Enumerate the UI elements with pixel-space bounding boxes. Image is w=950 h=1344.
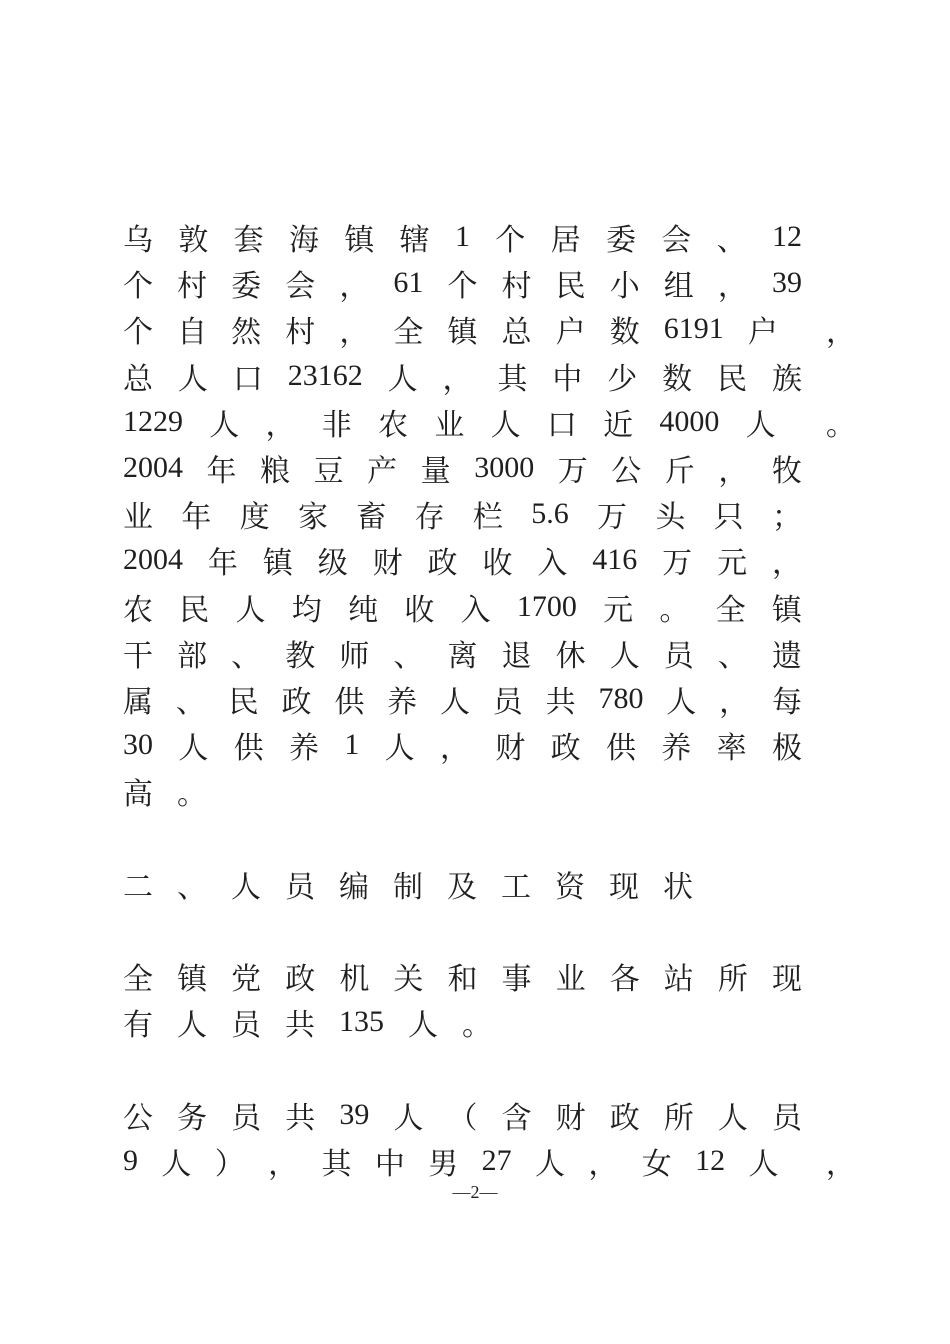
text-line	[123, 353, 802, 399]
token: 镇	[344, 224, 375, 258]
token: 个	[123, 316, 153, 350]
token: 全	[123, 963, 153, 997]
token: 级	[317, 547, 348, 581]
token: 农	[123, 593, 153, 627]
token: 39	[339, 1097, 370, 1131]
token: 口	[546, 408, 577, 442]
token: 海	[288, 224, 319, 258]
token: 人	[717, 1101, 748, 1135]
token: ，	[339, 316, 370, 350]
token: 6191	[663, 312, 724, 346]
token: 及	[447, 870, 477, 904]
token: 每	[771, 685, 802, 719]
token: 收	[482, 547, 513, 581]
token: 人	[235, 593, 266, 627]
token: 制	[393, 870, 423, 904]
token: ，	[718, 455, 749, 489]
token: 属	[123, 685, 153, 719]
token: 镇	[177, 963, 208, 997]
token: 镇	[447, 316, 478, 350]
token: 家	[297, 501, 328, 535]
token: 近	[603, 408, 634, 442]
token: 年	[207, 547, 238, 581]
text-line	[123, 722, 802, 768]
token: 遗	[771, 639, 802, 673]
token: ，	[771, 547, 802, 581]
token: 女	[641, 1147, 672, 1181]
token: 部	[177, 639, 208, 673]
token: 780	[598, 681, 644, 715]
token: 只	[713, 501, 744, 535]
token: 共	[285, 1101, 316, 1135]
token: 入	[537, 547, 568, 581]
text-line	[123, 999, 802, 1045]
token: 村	[177, 270, 208, 304]
document-body	[123, 214, 856, 1184]
token: 1	[344, 728, 360, 762]
heading	[123, 861, 802, 907]
token: 各	[609, 963, 640, 997]
token: 、	[717, 639, 748, 673]
token: 人	[177, 1009, 207, 1043]
text-line	[123, 861, 802, 907]
token: （	[447, 1101, 478, 1135]
token: 二	[123, 870, 153, 904]
token: 率	[716, 732, 747, 766]
token: 存	[414, 501, 445, 535]
token: 5.6	[531, 497, 569, 531]
token: 公	[611, 455, 642, 489]
token: 1700	[516, 589, 577, 623]
token: 个	[495, 224, 526, 258]
token: 男	[428, 1147, 459, 1181]
token: 养	[387, 685, 418, 719]
token: 高	[123, 778, 153, 812]
token: 养	[661, 732, 692, 766]
token: ，	[439, 732, 470, 766]
token: 委	[605, 224, 636, 258]
token: 万	[662, 547, 693, 581]
token: 人	[178, 732, 209, 766]
page-number: —2—	[452, 1182, 498, 1202]
token: 均	[291, 593, 322, 627]
token: 员	[231, 1101, 262, 1135]
token: 61	[393, 266, 424, 300]
token: 数	[609, 316, 640, 350]
token: 度	[239, 501, 270, 535]
token: 农	[378, 408, 409, 442]
token: 总	[123, 362, 153, 396]
token: 人	[384, 732, 415, 766]
text-line: 个 自 然 村 ， 全 镇 总 户 数 6191 户 ，	[123, 306, 802, 352]
token: 人	[408, 1009, 438, 1043]
text-line	[123, 214, 802, 260]
token: 少	[607, 362, 638, 396]
token: 民	[555, 270, 586, 304]
token: 9	[123, 1143, 138, 1177]
token: 供	[334, 685, 365, 719]
token: 畜	[356, 501, 387, 535]
token: 资	[555, 870, 585, 904]
token: 人	[745, 408, 776, 442]
token: 机	[339, 963, 370, 997]
token: 收	[404, 593, 435, 627]
token: 辖	[399, 224, 430, 258]
token: 其	[321, 1147, 352, 1181]
token: 委	[231, 270, 262, 304]
token: 业	[434, 408, 465, 442]
paragraph	[123, 1092, 856, 1184]
token: 135	[339, 1005, 384, 1039]
token: 1	[454, 220, 470, 254]
token: 会	[661, 224, 692, 258]
token: 个	[123, 270, 153, 304]
token: 供	[233, 732, 264, 766]
text-line	[123, 445, 802, 491]
token: 1229	[123, 404, 183, 438]
token: 会	[285, 270, 316, 304]
text-line	[123, 1092, 802, 1138]
token: 镇	[262, 547, 293, 581]
token: 39	[771, 266, 802, 300]
token: 、	[177, 870, 207, 904]
token: 量	[420, 455, 451, 489]
token: 粮	[260, 455, 291, 489]
token: 离	[447, 639, 478, 673]
token: 编	[339, 870, 369, 904]
token: 12	[695, 1143, 726, 1177]
token: 人	[209, 408, 240, 442]
token: 口	[232, 362, 263, 396]
token: 干	[123, 639, 153, 673]
token: 所	[717, 963, 748, 997]
token: 养	[288, 732, 319, 766]
token: 其	[497, 362, 528, 396]
token: 人	[666, 685, 697, 719]
token: 员	[663, 639, 694, 673]
token: 乌	[123, 224, 153, 258]
text-line: 1229 人 ， 非 农 业 人 口 近 4000 人 。	[123, 399, 802, 445]
text-line	[123, 676, 802, 722]
token: ，	[339, 270, 370, 304]
token: 人	[490, 408, 521, 442]
token: 万	[597, 501, 627, 535]
token: 人	[439, 685, 470, 719]
token: 现	[609, 870, 639, 904]
token: ，	[719, 685, 750, 719]
token: 关	[393, 963, 424, 997]
token: 民	[179, 593, 210, 627]
paragraph	[123, 214, 856, 814]
token: ，	[588, 1147, 619, 1181]
token: 人	[393, 1101, 424, 1135]
token: 斤	[664, 455, 695, 489]
token: 村	[285, 316, 316, 350]
token: 民	[717, 362, 748, 396]
token: 现	[771, 963, 802, 997]
token: 政	[285, 963, 316, 997]
token: 全	[393, 316, 424, 350]
token: 小	[609, 270, 640, 304]
text-line	[123, 953, 802, 999]
token: 数	[662, 362, 693, 396]
token: 头	[655, 501, 686, 535]
token: 共	[285, 1009, 315, 1043]
token: 退	[501, 639, 532, 673]
token: 2004	[123, 543, 183, 577]
token: 万	[557, 455, 588, 489]
token: 、	[175, 685, 206, 719]
token: 、	[716, 224, 747, 258]
token: 居	[550, 224, 581, 258]
token: ，	[442, 362, 473, 396]
token: 人	[387, 362, 418, 396]
token: 员	[231, 1009, 261, 1043]
token: 产	[367, 455, 398, 489]
token: 23162	[287, 358, 363, 392]
text-line	[123, 768, 802, 814]
token: 27	[481, 1143, 512, 1177]
token: 政	[281, 685, 312, 719]
token: 户	[555, 316, 586, 350]
token: 入	[460, 593, 491, 627]
token: 财	[555, 1101, 586, 1135]
token: 、	[393, 639, 424, 673]
token: 3000	[474, 451, 535, 485]
token: 和	[447, 963, 478, 997]
token: 教	[285, 639, 316, 673]
token: 组	[663, 270, 694, 304]
token: 人	[609, 639, 640, 673]
token: 。	[659, 593, 690, 627]
token: 中	[552, 362, 583, 396]
token: 财	[495, 732, 526, 766]
token: 牧	[771, 455, 802, 489]
token: 豆	[313, 455, 344, 489]
token: 个	[447, 270, 478, 304]
token: 员	[285, 870, 315, 904]
token: 户	[747, 316, 778, 350]
token: 状	[663, 870, 693, 904]
token: 供	[605, 732, 636, 766]
text-line	[123, 584, 802, 630]
token: 栏	[472, 501, 503, 535]
token: 、	[231, 639, 262, 673]
token: 2004	[123, 451, 183, 485]
token: ；	[771, 501, 802, 535]
text-line	[123, 491, 802, 537]
token: 。	[462, 1009, 492, 1043]
token: 敦	[178, 224, 209, 258]
token: 员	[771, 1101, 802, 1135]
token: 政	[609, 1101, 640, 1135]
token: 所	[663, 1101, 694, 1135]
token: 公	[123, 1101, 153, 1135]
token: 总	[501, 316, 532, 350]
token: 共	[545, 685, 576, 719]
token: 纯	[348, 593, 379, 627]
token: 人	[535, 1147, 565, 1181]
token: 416	[592, 543, 638, 577]
token: 年	[181, 501, 212, 535]
token: 套	[233, 224, 264, 258]
token: 非	[321, 408, 352, 442]
token: 12	[771, 220, 802, 254]
token: 极	[771, 732, 802, 766]
token: 30	[123, 728, 153, 762]
token: 休	[555, 639, 586, 673]
text-line: 9 人 ） ， 其 中 男 27 人 ， 女 12 人 ，	[123, 1138, 802, 1184]
token: 族	[771, 362, 802, 396]
token: 人	[177, 362, 208, 396]
token: 自	[177, 316, 208, 350]
token: ，	[717, 270, 748, 304]
token: 工	[501, 870, 531, 904]
token: 政	[427, 547, 458, 581]
token: 人	[748, 1147, 779, 1181]
token: 元	[717, 547, 748, 581]
token: 含	[501, 1101, 532, 1135]
text-line	[123, 630, 802, 676]
token: 业	[123, 501, 153, 535]
token: 政	[550, 732, 581, 766]
token: 民	[228, 685, 259, 719]
token: 财	[372, 547, 403, 581]
token: 站	[663, 963, 694, 997]
token: 村	[501, 270, 532, 304]
token: 人	[161, 1147, 192, 1181]
token: 师	[339, 639, 370, 673]
token: 4000	[659, 404, 720, 438]
token: 员	[492, 685, 523, 719]
token: 全	[715, 593, 746, 627]
paragraph	[123, 953, 802, 1045]
token: 然	[231, 316, 262, 350]
token: 事	[501, 963, 532, 997]
token: 年	[206, 455, 237, 489]
text-line	[123, 537, 802, 583]
token: 务	[177, 1101, 208, 1135]
token: 人	[231, 870, 261, 904]
token: 有	[123, 1009, 153, 1043]
token: 党	[231, 963, 262, 997]
token: 。	[177, 778, 207, 812]
token: 镇	[771, 593, 802, 627]
token: ）	[214, 1147, 245, 1181]
token: ，	[265, 408, 296, 442]
token: ，	[268, 1147, 299, 1181]
token: 业	[555, 963, 586, 997]
token: 元	[603, 593, 634, 627]
token: 中	[374, 1147, 405, 1181]
text-line	[123, 260, 802, 306]
